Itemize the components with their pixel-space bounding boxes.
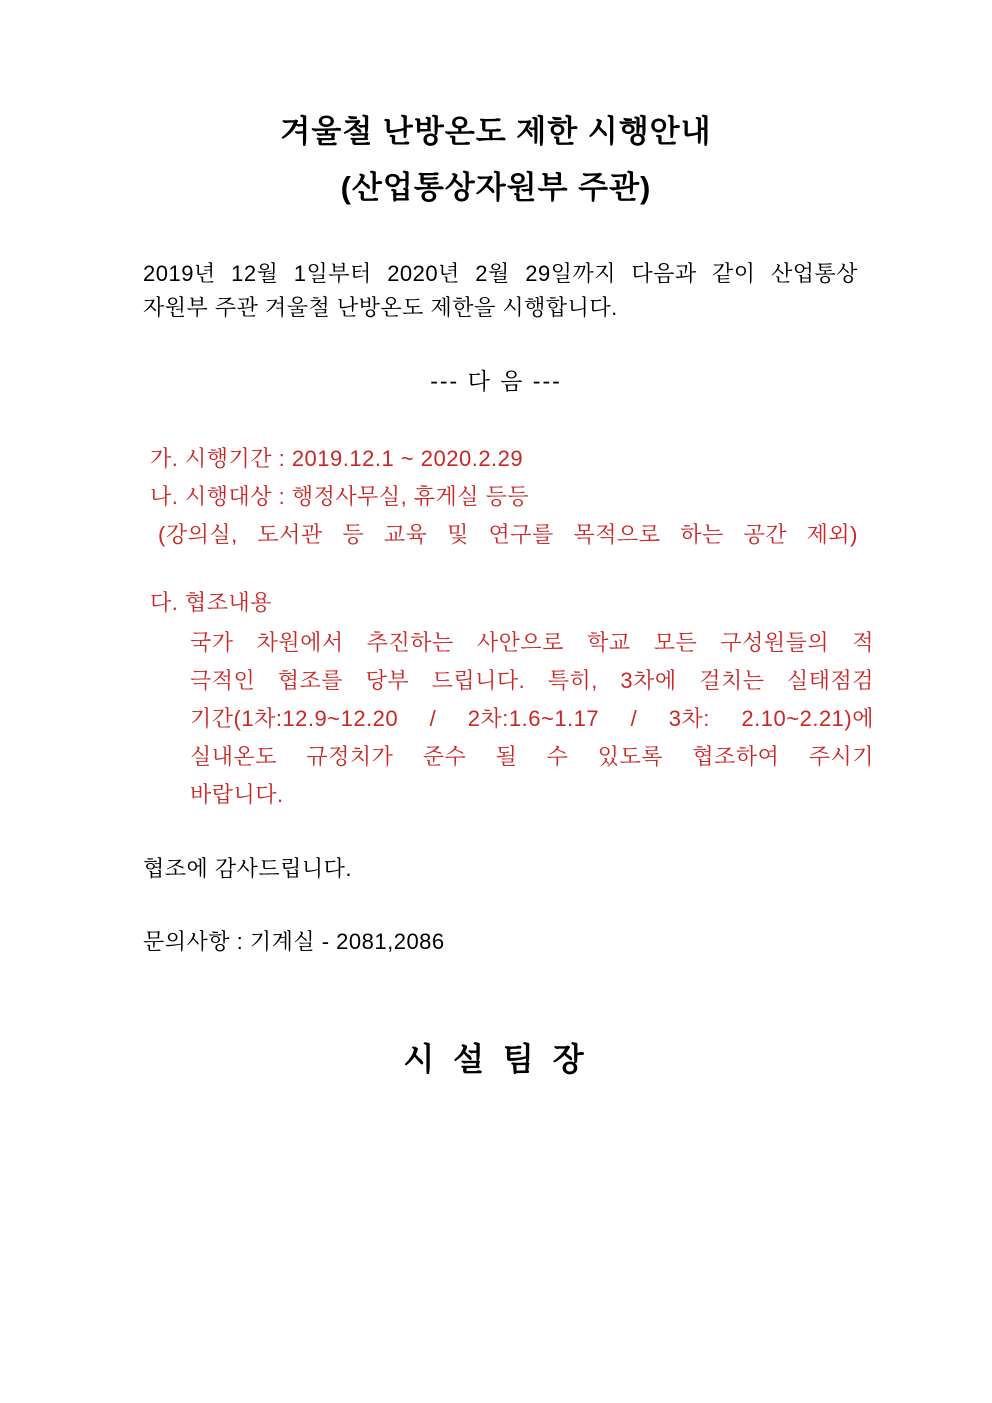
cooperation-paragraph-line-1: 국가 차원에서 추진하는 사안으로 학교 모든 구성원들의 적 (190, 630, 874, 655)
cooperation-paragraph-line-3: 기간(1차:12.9~12.20 / 2차:1.6~1.17 / 3차: 2.10~2.21)에 (190, 706, 874, 731)
cooperation-paragraph-line-4: 실내온도 규정치가 준수 될 수 있도록 협조하여 주시기 (190, 744, 874, 769)
item-implementation-period: 가. 시행기간 : 2019.12.1 ~ 2020.2.29 (150, 446, 524, 471)
cooperation-paragraph-line-2: 극적인 협조를 당부 드립니다. 특히, 3차에 걸치는 실태점검 (190, 668, 874, 693)
intro-line-2: 자원부 주관 겨울철 난방온도 제한을 시행합니다. (143, 295, 618, 320)
closing-contact: 문의사항 : 기계실 - 2081,2086 (143, 929, 445, 954)
item-target-spaces: 나. 시행대상 : 행정사무실, 휴게실 등등 (150, 484, 530, 509)
document-subtitle: (산업통상자원부 주관) (340, 170, 652, 205)
section-divider: --- 다 음 --- (430, 368, 562, 394)
item-exclusion-note: (강의실, 도서관 등 교육 및 연구를 목적으로 하는 공간 제외) (158, 522, 858, 547)
signature-title: 시 설 팀 장 (403, 1041, 589, 1077)
closing-thanks: 협조에 감사드립니다. (143, 856, 352, 881)
item-cooperation-heading: 다. 협조내용 (150, 590, 272, 615)
cooperation-paragraph-line-5: 바랍니다. (190, 782, 284, 807)
document-title: 겨울철 난방온도 제한 시행안내 (280, 114, 712, 149)
intro-line-1: 2019년 12월 1일부터 2020년 2월 29일까지 다음과 같이 산업통상 (143, 261, 858, 286)
